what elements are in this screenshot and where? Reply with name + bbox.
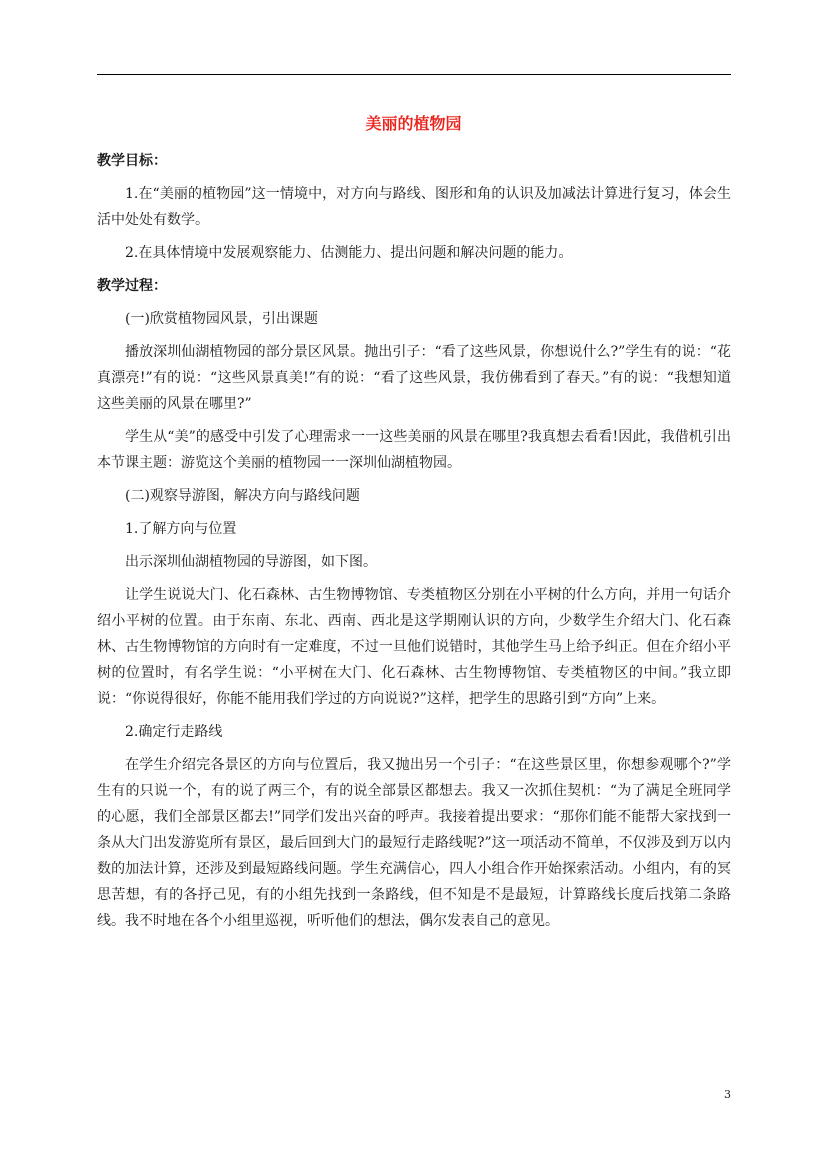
paragraph: 让学生说说大门、化石森林、古生物博物馆、专类植物区分别在小平树的什么方向，并用一句话介绍小平树的位置。由于东南、东北、西南、西北是这学期刚认识的方向，少数学生介绍大门、化石森林、古生物博物馆的方向时有一定难度，不过一旦他们说错时，其他学生马上给予纠正。但在介绍小平树的位置时，有名学生说：“小平树在大门、化石森林、古生物博物馆、专类植物区的中间。”我立即说：“你说得很好，你能不能用我们学过的方向说说?”这样，把学生的思路引到“方向”上来。	[97, 587, 731, 707]
paragraph: 在学生介绍完各景区的方向与位置后，我又抛出另一个引子：“在这些景区里，你想参观哪个?”学生有的只说一个，有的说了两三个，有的说全部景区都想去。我又一次抓住契机：“为了满足全班同学的心愿，我们全部景区都去!”同学们发出兴奋的呼声。我接着提出要求：“那你们能不能帮大家找到一条从大门出发游览所有景区，最后回到大门的最短行走路线呢?”这一项活动不简单，不仅涉及到万以内数的加法计算，还涉及到最短路线问题。学生充满信心，四人小组合作开始探索活动。小组内，有的冥思苦想，有的各抒己见，有的小组先找到一条路线，但不知是不是最短，计算路线长度后找第二条路线。我不时地在各个小组里巡视，听听他们的想法，偶尔发表自己的意见。	[97, 757, 731, 929]
section-heading-objectives: 教学目标：	[97, 153, 167, 169]
paragraph: 出示深圳仙湖植物园的导游图，如下图。	[125, 554, 377, 570]
sub-heading-direction: 1.了解方向与位置	[125, 521, 237, 537]
header-rule	[97, 74, 731, 75]
document-body	[97, 148, 731, 934]
paragraph: 播放深圳仙湖植物园的部分景区风景。抛出引子：“看了这些风景，你想说什么?”学生有的说：“花真漂亮!”有的说：“这些风景真美!”有的说：“看了这些风景，我仿佛看到了春天。”有的说：“我想知道这些美丽的风景在哪里?”	[97, 344, 731, 412]
paragraph: 学生从“美”的感受中引发了心理需求一一这些美丽的风景在哪里?我真想去看看!因此，我借机引出本节课主题：游览这个美丽的植物园一一深圳仙湖植物园。	[97, 429, 731, 471]
section-heading-process: 教学过程：	[97, 278, 167, 294]
document-title: 美丽的植物园	[365, 114, 462, 133]
subsection-heading-1: (一)欣赏植物园风景，引出课题	[125, 311, 318, 327]
subsection-heading-2: (二)观察导游图，解决方向与路线问题	[125, 488, 360, 504]
paragraph-objective-2: 2.在具体情境中发展观察能力、估测能力、提出问题和解决问题的能力。	[125, 245, 573, 261]
paragraph-objective-1: 1.在“美丽的植物园”这一情境中，对方向与路线、图形和角的认识及加减法计算进行复习，体会生活中处处有数学。	[97, 186, 731, 228]
page-number: 3	[724, 1088, 731, 1101]
sub-heading-route: 2.确定行走路线	[125, 724, 223, 740]
